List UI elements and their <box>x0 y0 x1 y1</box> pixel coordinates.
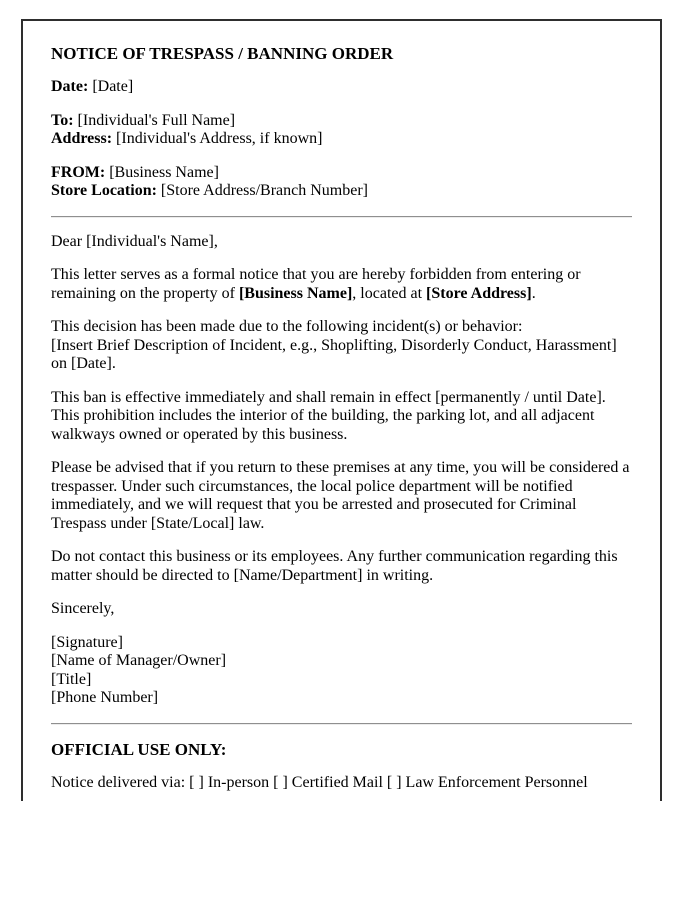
document-page <box>21 19 662 801</box>
paragraph-incident-line2: [Insert Brief Description of Incident, e.g., Shoplifting, Disorderly Conduct, Harassment] on [Date]. <box>51 336 617 372</box>
paragraph-no-contact: Do not contact this business or its employees. Any further communication regarding this matter should be directed to [Name/Department] in writing. <box>51 548 618 584</box>
date-line <box>51 78 632 97</box>
delivery-option-law-enforcement: [ ] Law Enforcement Personnel <box>386 773 588 791</box>
to-label: To: <box>51 111 74 129</box>
address-label: Address: <box>51 130 113 147</box>
document-title: NOTICE OF TRESPASS / BANNING ORDER <box>51 44 394 63</box>
sender-block <box>51 164 632 201</box>
paragraph-notice-end: . <box>531 284 536 302</box>
signature-block <box>51 634 632 708</box>
closing: Sincerely, <box>51 600 115 617</box>
to-value: [Individual's Full Name] <box>77 111 236 129</box>
paragraph-notice <box>51 266 632 303</box>
delivery-option-certified-mail: [ ] Certified Mail <box>273 773 383 791</box>
delivery-method-label: Notice delivered via: <box>51 773 186 791</box>
paragraph-trespass-warning: Please be advised that if you return to these premises at any time, you will be considered a trespasser. Under such circumstances, the local police department will be notified immediately, and we will request that you be arrested and prosecuted for Criminal Trespass under [State/Local] law. <box>51 459 630 532</box>
official-use-heading: OFFICIAL USE ONLY: <box>51 739 227 759</box>
date-label: Date: <box>51 78 89 95</box>
store-location-label: Store Location: <box>51 182 157 199</box>
paragraph-ban-effective: This ban is effective immediately and shall remain in effect [permanently / until Date]. This prohibition includes the interior of the building, the parking lot, and all adjacent walkways owned or operated by this business. <box>51 388 606 443</box>
manager-name-line: [Name of Manager/Owner] <box>51 652 227 669</box>
paragraph-notice-text: This letter serves as a formal notice that you are hereby forbidden from entering or remaining on the property of <box>51 266 581 302</box>
footer-divider <box>51 723 632 725</box>
paragraph-incident <box>51 318 632 374</box>
from-value: [Business Name] <box>109 163 219 181</box>
recipient-block <box>51 112 632 149</box>
store-location-value: [Store Address/Branch Number] <box>160 182 368 199</box>
header-divider <box>51 216 632 218</box>
delivery-method-line <box>51 774 632 793</box>
date-value: [Date] <box>92 78 134 95</box>
signature-line: [Signature] <box>51 633 123 651</box>
store-address-bold: [Store Address] <box>426 284 532 302</box>
salutation: Dear [Individual's Name], <box>51 232 218 250</box>
business-name-bold: [Business Name] <box>238 284 353 302</box>
paragraph-incident-line1: This decision has been made due to the following incident(s) or behavior: <box>51 318 523 335</box>
address-value: [Individual's Address, if known] <box>116 130 323 147</box>
from-label: FROM: <box>51 163 106 181</box>
delivery-option-in-person: [ ] In-person <box>189 773 270 791</box>
phone-number-line: [Phone Number] <box>51 689 159 706</box>
paragraph-notice-mid: , located at <box>352 284 427 302</box>
title-line: [Title] <box>51 670 92 688</box>
